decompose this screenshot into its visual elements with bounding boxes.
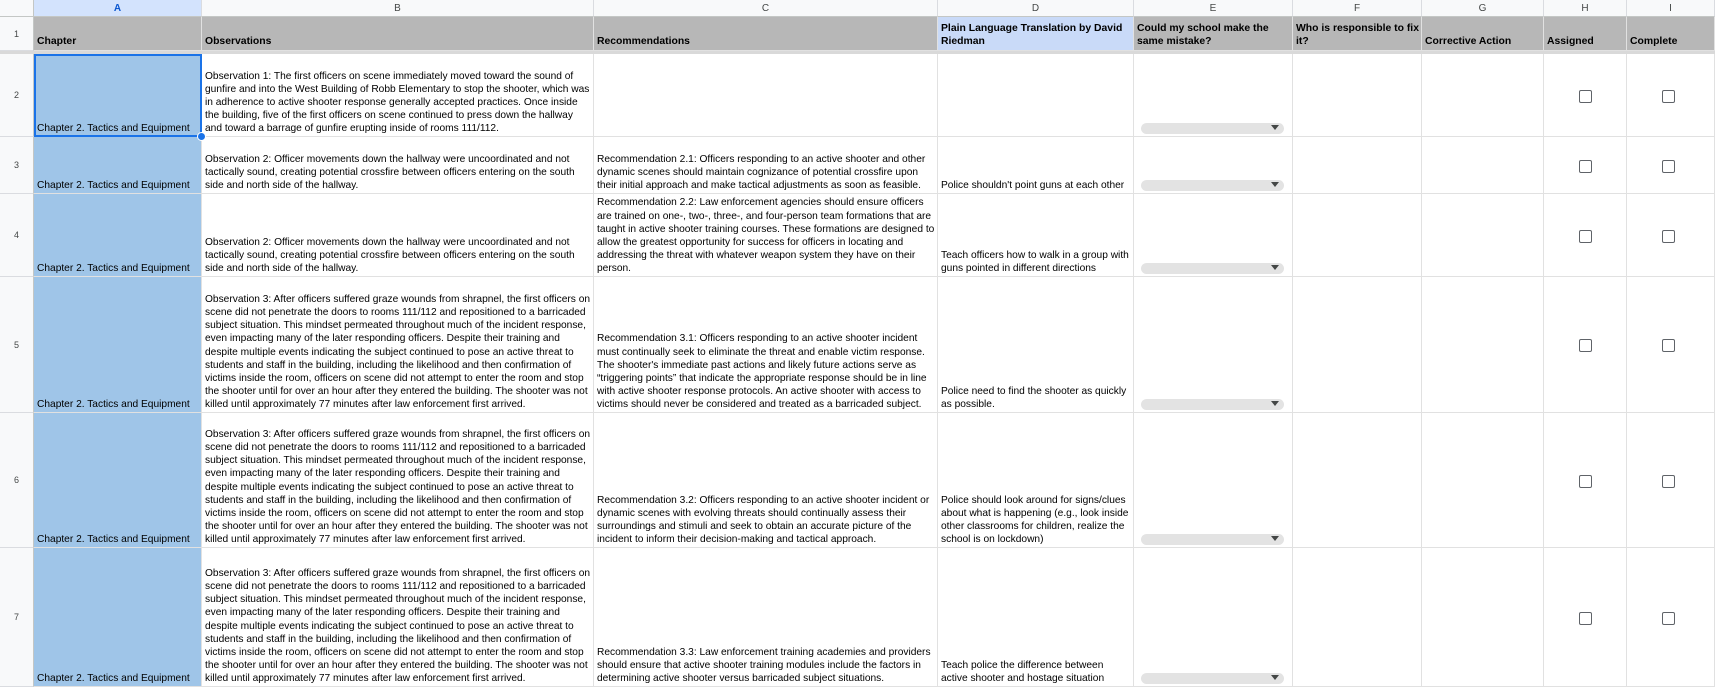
row-header-2[interactable]: 2 <box>0 54 34 137</box>
cell-chapter[interactable]: Chapter 2. Tactics and Equipment <box>34 277 202 413</box>
assigned-checkbox[interactable] <box>1579 475 1592 488</box>
header-cell-could-my-school[interactable]: Could my school make the same mistake? <box>1134 17 1293 51</box>
row-header-7[interactable]: 7 <box>0 548 34 687</box>
assigned-checkbox[interactable] <box>1579 612 1592 625</box>
row-header-5[interactable]: 5 <box>0 277 34 413</box>
cell-observation[interactable]: Observation 3: After officers suffered graze wounds from shrapnel, the first officers on scene did not penetrate the doors to rooms 111/112 and repositioned to a barricaded subject situation. This mindset permeated throughout much of the incident response, even impacting many of the later responding officers. Despite their training and despite multiple events indicating the subject continued to pose an active threat to students and staff in the building, including the likelihood and then confirmation of victims inside the room, officers on scene did not attempt to enter the room and stop the shooter until for over an hour after they entered the building. The shooter was not killed until approximately 77 minutes after law enforcement first arrived. <box>202 277 594 413</box>
chevron-down-icon <box>1271 675 1279 680</box>
column-header-i[interactable]: I <box>1627 0 1715 17</box>
complete-checkbox[interactable] <box>1662 475 1675 488</box>
column-header-c[interactable]: C <box>594 0 938 17</box>
assigned-checkbox[interactable] <box>1579 90 1592 103</box>
cell-recommendation[interactable]: Recommendation 3.2: Officers responding to an active shooter incident or dynamic scenes with evolving threats should continually assess their surroundings and stimuli and seek to obtain an accurate picture of the incident to inform their decision-making and tactical approach. <box>594 413 938 548</box>
cell-plain[interactable]: Police shouldn't point guns at each other <box>938 137 1134 194</box>
school-mistake-dropdown[interactable] <box>1141 534 1284 545</box>
chevron-down-icon <box>1271 401 1279 406</box>
cell-corrective-action[interactable] <box>1422 548 1544 687</box>
column-header-e[interactable]: E <box>1134 0 1293 17</box>
cell-corrective-action[interactable] <box>1422 137 1544 194</box>
cell-could-my-school[interactable] <box>1134 277 1293 413</box>
cell-plain[interactable]: Police need to find the shooter as quickly as possible. <box>938 277 1134 413</box>
header-cell-observations[interactable]: Observations <box>202 17 594 51</box>
column-header-f[interactable]: F <box>1293 0 1422 17</box>
cell-plain[interactable]: Teach officers how to walk in a group with guns pointed in different directions <box>938 194 1134 277</box>
school-mistake-dropdown[interactable] <box>1141 399 1284 410</box>
cell-recommendation[interactable]: Recommendation 2.1: Officers responding to an active shooter and other dynamic scenes should maintain cognizance of potential crossfire upon their initial approach and make tactical adjustments as soon as feasible. <box>594 137 938 194</box>
header-cell-complete[interactable]: Complete <box>1627 17 1715 51</box>
cell-who-responsible[interactable] <box>1293 548 1422 687</box>
header-cell-corrective-action[interactable]: Corrective Action <box>1422 17 1544 51</box>
cell-chapter[interactable]: Chapter 2. Tactics and Equipment <box>34 137 202 194</box>
cell-chapter[interactable]: Chapter 2. Tactics and Equipment <box>34 54 202 137</box>
cell-who-responsible[interactable] <box>1293 413 1422 548</box>
cell-recommendation[interactable]: Recommendation 3.1: Officers responding to an active shooter incident must continually seek to eliminate the threat and enable victim response. The shooter's immediate past actions and likely future actions serve as “triggering points” that indicate the appropriate response should be in line with active shooter response protocols. An active shooter with access to victims should never be considered and treated as a barricaded subject. <box>594 277 938 413</box>
assigned-checkbox[interactable] <box>1579 339 1592 352</box>
cell-who-responsible[interactable] <box>1293 137 1422 194</box>
cell-chapter[interactable]: Chapter 2. Tactics and Equipment <box>34 548 202 687</box>
cell-observation[interactable]: Observation 3: After officers suffered graze wounds from shrapnel, the first officers on scene did not penetrate the doors to rooms 111/112 and repositioned to a barricaded subject situation. This mindset permeated throughout much of the incident response, even impacting many of the later responding officers. Despite their training and despite multiple events indicating the subject continued to pose an active threat to students and staff in the building, including the likelihood and then confirmation of victims inside the room, officers on scene did not attempt to enter the room and stop the shooter until for over an hour after they entered the building. The shooter was not killed until approximately 77 minutes after law enforcement first arrived. <box>202 413 594 548</box>
cell-observation[interactable]: Observation 2: Officer movements down the hallway were uncoordinated and not tactically sound, creating potential crossfire between officers entering on the south side and north side of the hallway. <box>202 194 594 277</box>
cell-recommendation[interactable]: Recommendation 3.3: Law enforcement training academies and providers should ensure that active shooter training modules include the factors in determining active shooter versus barricaded subject situations. <box>594 548 938 687</box>
cell-could-my-school[interactable] <box>1134 413 1293 548</box>
header-cell-assigned[interactable]: Assigned <box>1544 17 1627 51</box>
cell-corrective-action[interactable] <box>1422 277 1544 413</box>
complete-checkbox[interactable] <box>1662 230 1675 243</box>
row-header-4[interactable]: 4 <box>0 194 34 277</box>
assigned-checkbox[interactable] <box>1579 230 1592 243</box>
column-header-b[interactable]: B <box>202 0 594 17</box>
cell-corrective-action[interactable] <box>1422 413 1544 548</box>
row-header-3[interactable]: 3 <box>0 137 34 194</box>
complete-checkbox[interactable] <box>1662 90 1675 103</box>
cell-could-my-school[interactable] <box>1134 548 1293 687</box>
cell-who-responsible[interactable] <box>1293 54 1422 137</box>
cell-corrective-action[interactable] <box>1422 194 1544 277</box>
header-cell-recommendations[interactable]: Recommendations <box>594 17 938 51</box>
cell-observation[interactable]: Observation 1: The first officers on scene immediately moved toward the sound of gunfire and into the West Building of Robb Elementary to stop the shooter, which was in adherence to active shooter response generally accepted practices. Once inside the building, five of the first officers on scene continued to press down the hallway and toward a barrage of gunfire erupting inside of rooms 111/112. <box>202 54 594 137</box>
column-header-g[interactable]: G <box>1422 0 1544 17</box>
cell-recommendation[interactable]: Recommendation 2.2: Law enforcement agencies should ensure officers are trained on one-, two-, three-, and four-person team formations that are taught in active shooter training courses. These formations are designed to allow the greatest opportunity for success for officers in locating and addressing the threat with whatever weapon system they have on their person. <box>594 194 938 277</box>
school-mistake-dropdown[interactable] <box>1141 263 1284 274</box>
cell-observation[interactable]: Observation 2: Officer movements down the hallway were uncoordinated and not tactically sound, creating potential crossfire between officers entering on the south side and north side of the hallway. <box>202 137 594 194</box>
complete-checkbox[interactable] <box>1662 160 1675 173</box>
select-all-corner[interactable] <box>0 0 34 17</box>
row-header-1[interactable]: 1 <box>0 17 34 51</box>
header-cell-who-responsible[interactable]: Who is responsible to fix it? <box>1293 17 1422 51</box>
row-header-6[interactable]: 6 <box>0 413 34 548</box>
complete-checkbox[interactable] <box>1662 612 1675 625</box>
column-header-d[interactable]: D <box>938 0 1134 17</box>
cell-recommendation[interactable] <box>594 54 938 137</box>
frozen-row-divider[interactable] <box>0 51 1715 54</box>
chevron-down-icon <box>1271 536 1279 541</box>
chevron-down-icon <box>1271 125 1279 130</box>
complete-checkbox[interactable] <box>1662 339 1675 352</box>
cell-plain[interactable]: Teach police the difference between active shooter and hostage situation <box>938 548 1134 687</box>
fill-handle[interactable] <box>197 132 206 141</box>
assigned-checkbox[interactable] <box>1579 160 1592 173</box>
chevron-down-icon <box>1271 182 1279 187</box>
header-cell-chapter[interactable]: Chapter <box>34 17 202 51</box>
header-cell-plain-language[interactable]: Plain Language Translation by David Riedman <box>938 17 1134 51</box>
cell-chapter[interactable]: Chapter 2. Tactics and Equipment <box>34 413 202 548</box>
school-mistake-dropdown[interactable] <box>1141 673 1284 684</box>
cell-who-responsible[interactable] <box>1293 277 1422 413</box>
school-mistake-dropdown[interactable] <box>1141 180 1284 191</box>
column-header-h[interactable]: H <box>1544 0 1627 17</box>
cell-corrective-action[interactable] <box>1422 54 1544 137</box>
cell-who-responsible[interactable] <box>1293 194 1422 277</box>
cell-observation[interactable]: Observation 3: After officers suffered graze wounds from shrapnel, the first officers on scene did not penetrate the doors to rooms 111/112 and repositioned to a barricaded subject situation. This mindset permeated throughout much of the incident response, even impacting many of the later responding officers. Despite their training and despite multiple events indicating the subject continued to pose an active threat to students and staff in the building, including the likelihood and then confirmation of victims inside the room, officers on scene did not attempt to enter the room and stop the shooter until for over an hour after they entered the building. The shooter was not killed until approximately 77 minutes after law enforcement first arrived. <box>202 548 594 687</box>
column-header-a[interactable]: A <box>34 0 202 17</box>
cell-chapter[interactable]: Chapter 2. Tactics and Equipment <box>34 194 202 277</box>
school-mistake-dropdown[interactable] <box>1141 123 1284 134</box>
cell-plain[interactable]: Police should look around for signs/clues about what is happening (e.g., look inside other classrooms for children, realize the school is on lockdown) <box>938 413 1134 548</box>
cell-plain[interactable] <box>938 54 1134 137</box>
chevron-down-icon <box>1271 265 1279 270</box>
